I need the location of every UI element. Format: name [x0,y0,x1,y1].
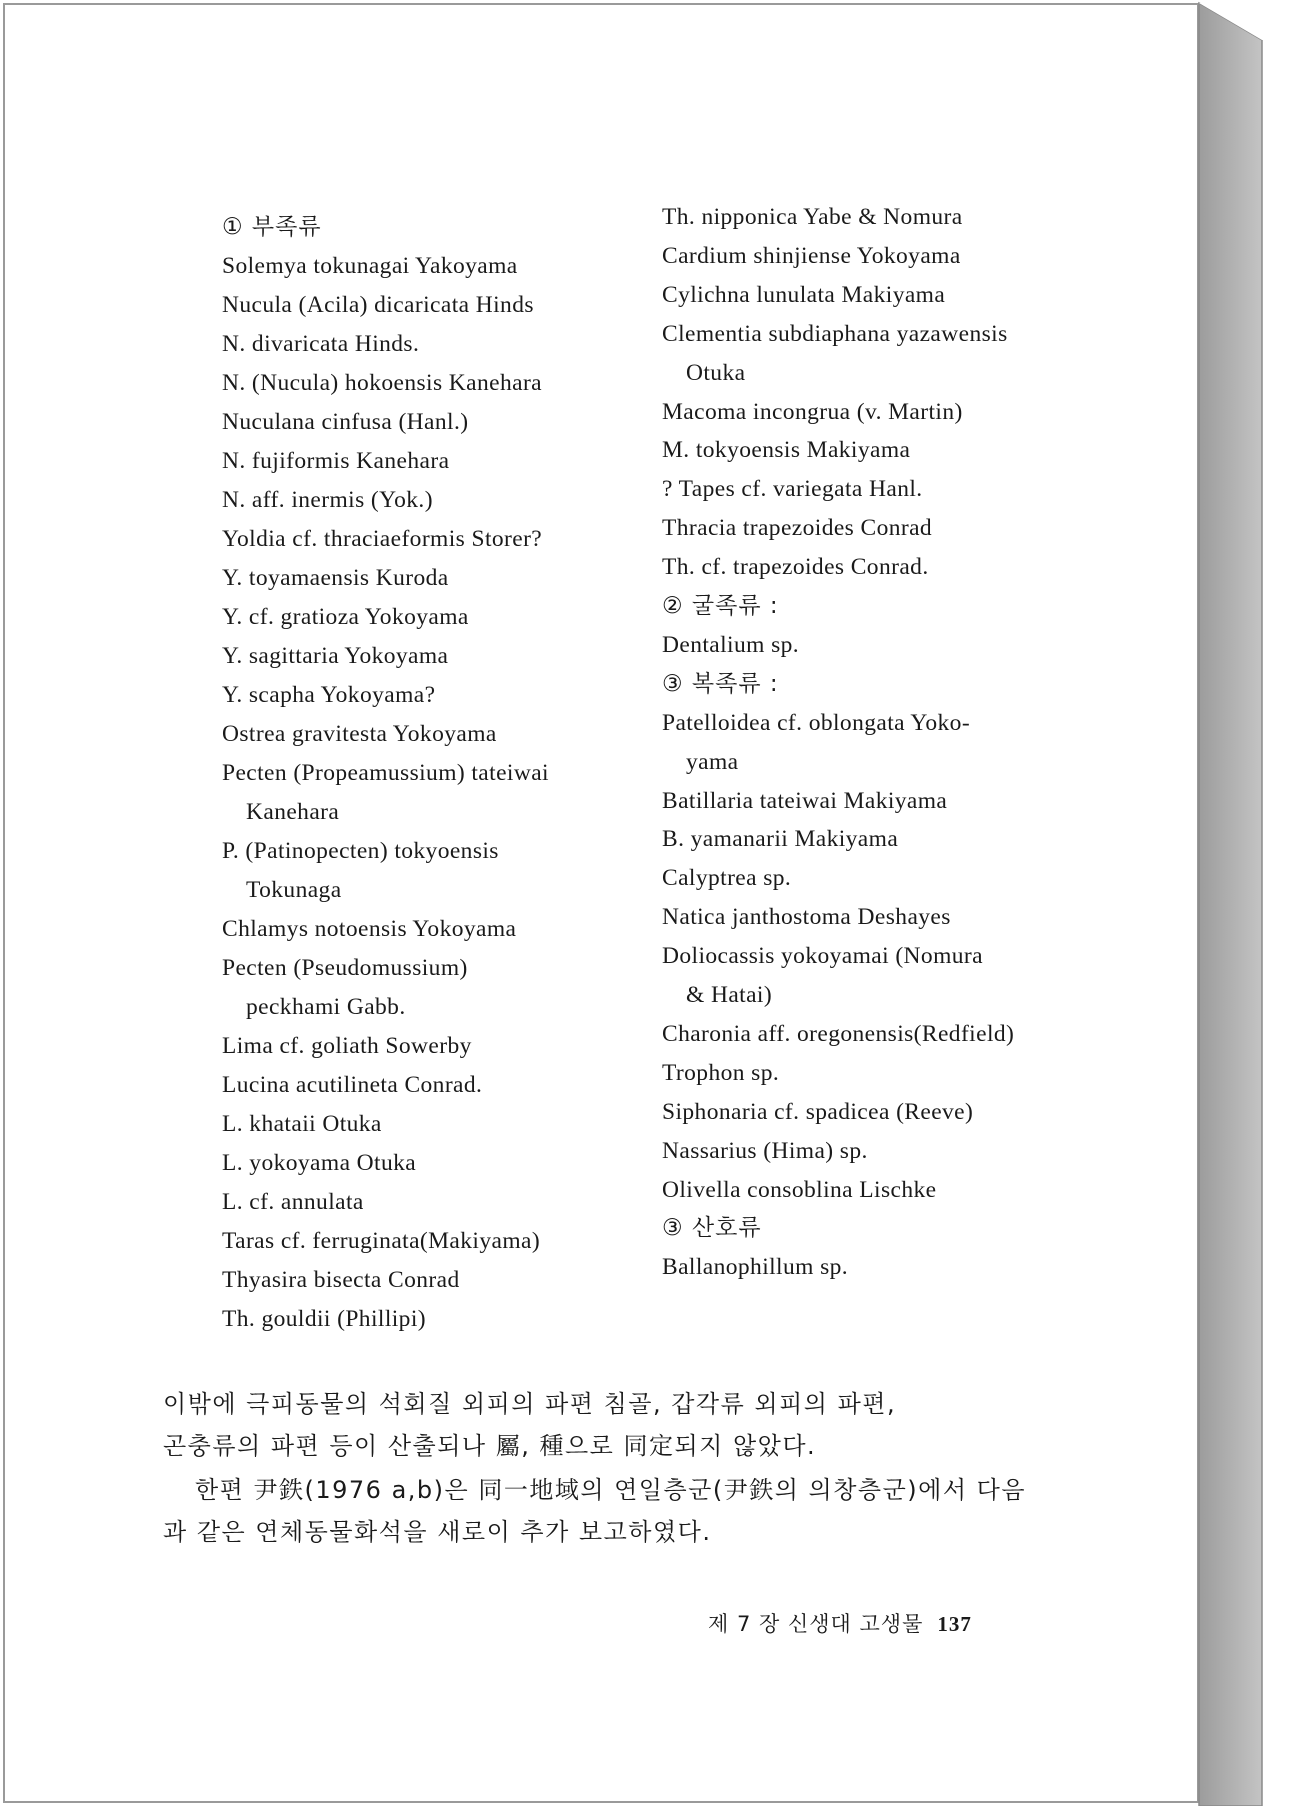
left-column-species-entry: N. divaricata Hinds. [222,331,420,357]
left-column-species-entry: Yoldia cf. thraciaeformis Storer? [222,526,543,552]
right-column-species-entry: Otuka [686,359,746,386]
right-column-species-entry: Natica janthostoma Deshayes [662,904,951,931]
left-column-species-entry: L. cf. annulata [222,1189,364,1215]
right-column-species-entry: yama [686,748,739,775]
right-column-species-entry: Th. nipponica Yabe & Nomura [662,204,963,230]
right-column-species-entry: Calyptrea sp. [662,865,792,892]
right-column-species-entry: Nassarius (Hima) sp. [662,1137,868,1164]
left-column-species-entry: Nucula (Acila) dicaricata Hinds [222,292,534,318]
left-column-species-entry: N. (Nucula) hokoensis Kanehara [222,370,543,396]
right-column-species-entry: Cardium shinjiense Yokoyama [662,242,961,269]
body-paragraph-line-2: 곤충류의 파편 등이 산출되나 屬, 種으로 同定되지 않았다. [163,1432,817,1460]
right-column-species-entry: ? Tapes cf. variegata Hanl. [662,476,923,503]
right-column-heading: ③ 복족류 : [662,670,779,697]
right-column-species-entry: Batillaria tateiwai Makiyama [662,787,948,814]
right-column-species-entry: Ballanophillum sp. [662,1254,849,1281]
left-column-species-entry: Y. toyamaensis Kuroda [222,565,449,591]
right-column-heading: ② 굴족류 : [662,593,779,619]
right-column-species-entry: Olivella consoblina Lischke [662,1176,937,1203]
left-column-species-entry: L. yokoyama Otuka [222,1150,417,1176]
right-column-species-entry: Macoma incongrua (v. Martin) [662,398,963,425]
left-column-species-entry: peckhami Gabb. [246,994,406,1020]
left-column-species-entry: Solemya tokunagai Yakoyama [222,253,518,279]
left-column-species-entry: Taras cf. ferruginata(Makiyama) [222,1228,541,1254]
left-column-species-entry: Pecten (Pseudomussium) [222,955,468,981]
page-number: 137 [937,1612,972,1636]
left-column-species-entry: Lucina acutilineta Conrad. [222,1072,483,1098]
left-column-species-entry: Thyasira bisecta Conrad [222,1267,460,1293]
body-paragraph-line-1: 이밖에 극피동물의 석회질 외피의 파편 침골, 갑각류 외피의 파편, [163,1390,897,1418]
page-footer [708,1608,972,1638]
left-column-species-entry: P. (Patinopecten) tokyoensis [222,838,499,864]
left-column-species-entry: Nuculana cinfusa (Hanl.) [222,409,469,435]
left-column-species-entry: Lima cf. goliath Sowerby [222,1033,472,1059]
right-column-species-entry: Dentalium sp. [662,631,800,658]
left-column-species-entry: N. fujiformis Kanehara [222,448,450,474]
left-column-species-entry: Y. cf. gratioza Yokoyama [222,604,469,630]
left-column-species-entry: Pecten (Propeamussium) tateiwai [222,760,549,786]
left-column-species-entry: Y. scapha Yokoyama? [222,682,436,708]
left-column-species-entry: Tokunaga [246,877,342,903]
right-column-heading: ③ 산호류 [662,1215,762,1242]
left-column-species-entry: Th. gouldii (Phillipi) [222,1306,426,1332]
left-column-species-entry: Kanehara [246,799,340,825]
right-column-species-entry: Patelloidea cf. oblongata Yoko- [662,709,971,736]
right-column-species-entry: & Hatai) [686,982,773,1008]
right-column-species-entry: M. tokyoensis Makiyama [662,437,911,464]
right-column-species-entry: Doliocassis yokoyamai (Nomura [662,943,983,970]
left-column-species-entry: Y. sagittaria Yokoyama [222,643,449,669]
right-column-species-entry: Cylichna lunulata Makiyama [662,281,946,308]
body-paragraph-line-3: 한편 尹鉄(1976 a,b)은 同一地域의 연일층군(尹鉄의 의창층군)에서 다음 [195,1476,1027,1504]
right-column-species-entry: Th. cf. trapezoides Conrad. [662,554,929,581]
right-column-species-entry: Clementia subdiaphana yazawensis [662,320,1008,347]
left-column-species-entry: L. khataii Otuka [222,1111,382,1137]
body-paragraph-line-4: 과 같은 연체동물화석을 새로이 추가 보고하였다. [163,1518,712,1546]
right-column-species-entry: Trophon sp. [662,1059,780,1086]
right-column-species-entry: B. yamanarii Makiyama [662,826,899,853]
right-column-species-entry: Charonia aff. oregonensis(Redfield) [662,1020,1015,1047]
left-column-species-entry: N. aff. inermis (Yok.) [222,487,433,513]
left-column-species-entry: Chlamys notoensis Yokoyama [222,916,517,942]
left-column-species-entry: Ostrea gravitesta Yokoyama [222,721,497,747]
chapter-title: 제 7 장 신생대 고생물 [708,1612,924,1636]
left-column-heading: ① 부족류 [222,214,322,240]
right-column-species-entry: Thracia trapezoides Conrad [662,515,933,542]
right-column-species-entry: Siphonaria cf. spadicea (Reeve) [662,1098,974,1125]
